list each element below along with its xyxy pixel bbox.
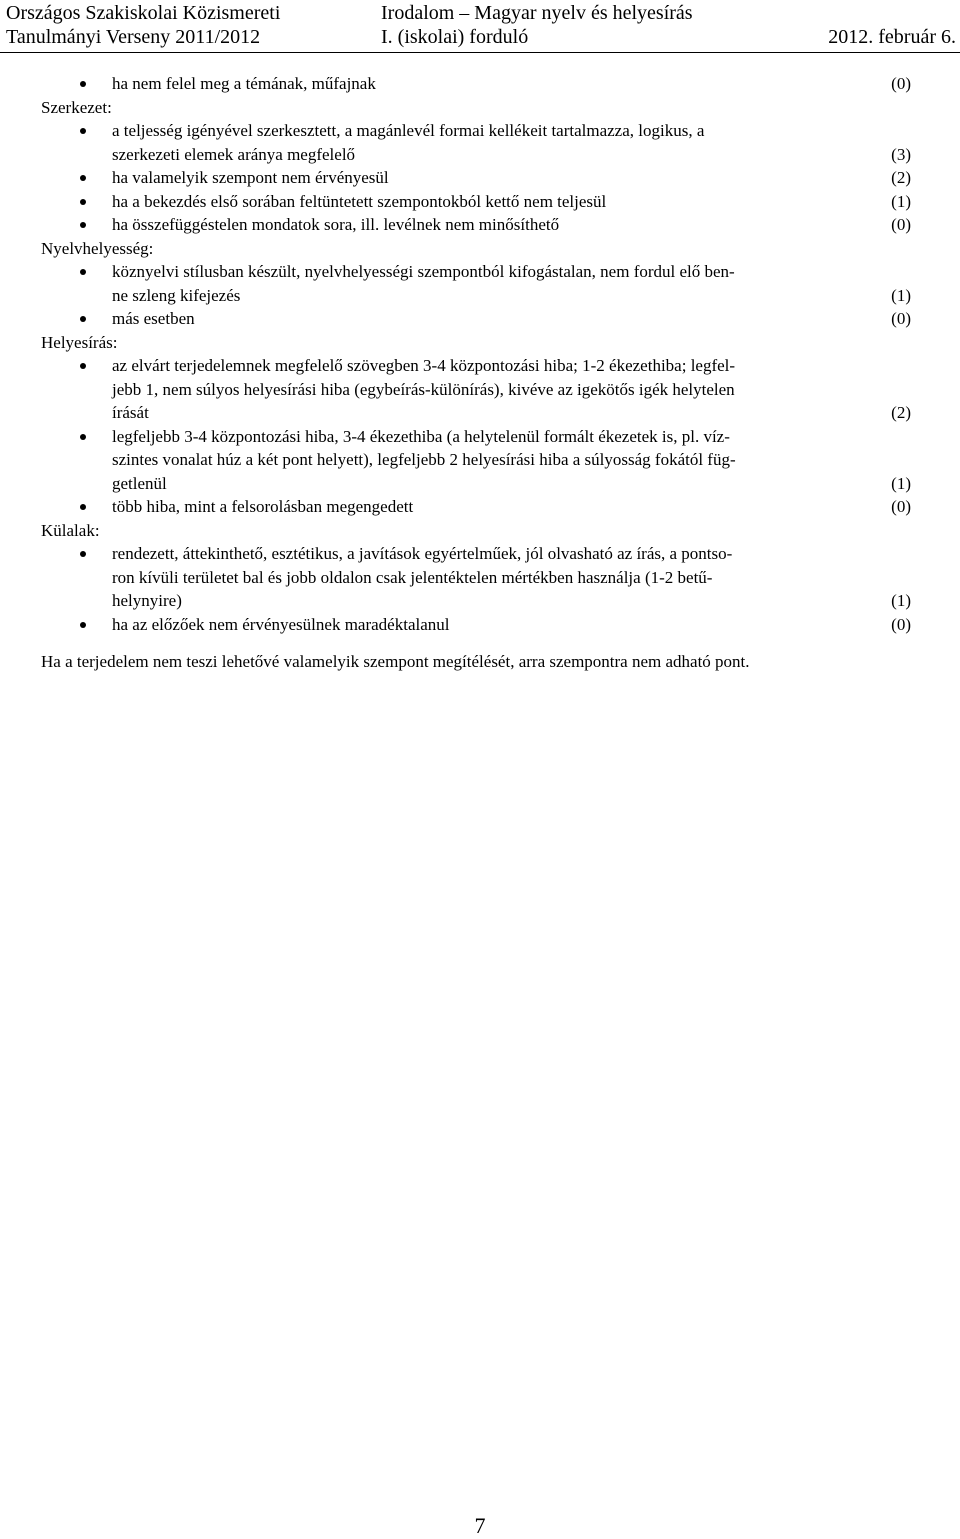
criterion-text: ha az előzőek nem érvényesülnek maradéktalanul [112, 614, 450, 634]
bullet-icon [80, 269, 86, 275]
header-round: I. (iskolai) forduló [381, 26, 529, 48]
criterion-line [41, 378, 911, 402]
criterion-line [41, 143, 911, 167]
criterion-text: ha a bekezdés első sorában feltüntetett szempontokból kettő nem teljesül [112, 191, 607, 211]
header-right-empty [828, 1, 956, 25]
criterion-text: ron kívüli területet bal és jobb oldalon csak jelentéktelen mértékben használja (1-2 betű- [112, 567, 713, 587]
header-competition-line1: Országos Szakiskolai Közismereti [6, 2, 281, 24]
criterion-text: szerkezeti elemek aránya megfelelő [112, 144, 356, 164]
criterion-points: (2) [891, 168, 911, 187]
bullet-icon [80, 128, 86, 134]
bullet-icon [80, 199, 86, 205]
criterion-text: rendezett, áttekinthető, esztétikus, a javítások egyértelműek, jól olvasható az írás, a pontso- [112, 544, 733, 563]
criterion-line [41, 119, 911, 143]
criterion-line [41, 495, 911, 519]
bullet-icon [80, 81, 86, 87]
criterion-line [41, 613, 911, 637]
section-heading: Nyelvhelyesség: [41, 238, 154, 258]
criterion-points: (0) [891, 215, 911, 234]
criterion-text: több hiba, mint a felsorolásban megengedett [112, 497, 414, 516]
criterion-points: (3) [891, 144, 911, 164]
criterion-points: (0) [891, 497, 911, 516]
criterion-line [41, 354, 911, 378]
criterion-points: (0) [891, 74, 911, 93]
bullet-icon [80, 222, 86, 228]
criterion-text: ha nem felel meg a témának, műfajnak [112, 74, 376, 93]
criterion-points: (1) [891, 285, 911, 305]
header-date: 2012. február 6. [828, 26, 956, 48]
section-heading: Helyesírás: [41, 332, 118, 352]
criterion-line [41, 566, 911, 590]
bullet-icon [80, 622, 86, 628]
criterion-line [41, 425, 911, 449]
page-header [0, 0, 960, 53]
criterion-text: jebb 1, nem súlyos helyesírási hiba (egybeírás-különírás), kivéve az igekötős igék helytelen [112, 379, 735, 399]
criterion-points: (2) [891, 403, 911, 422]
criterion-text: az elvárt terjedelemnek megfelelő szövegben 3-4 központozási hiba; 1-2 ékezethiba; legfel- [112, 356, 736, 375]
criterion-line [41, 542, 911, 566]
bullet-icon [80, 175, 86, 181]
criterion-line [41, 401, 911, 425]
criterion-text: ha valamelyik szempont nem érvényesül [112, 168, 389, 187]
header-competition [6, 1, 280, 49]
bullet-icon [80, 316, 86, 322]
header-subject-line1: Irodalom – Magyar nyelv és helyesírás [381, 2, 693, 24]
criterion-text: szintes vonalat húz a két pont helyett), legfeljebb 2 helyesírási hiba a súlyosság fokától füg- [112, 450, 736, 469]
criterion-line [41, 260, 911, 284]
criterion-line [41, 284, 911, 308]
criterion-line [41, 307, 911, 331]
bullet-icon [80, 363, 86, 369]
footer-note: Ha a terjedelem nem teszi lehetővé valamelyik szempont megítélését, arra szempontra nem adható pont. [41, 652, 750, 671]
criterion-line [41, 190, 911, 214]
header-subject [381, 1, 693, 49]
criterion-text: ne szleng kifejezés [112, 285, 241, 305]
criterion-text: helynyire) [112, 591, 182, 610]
criterion-line [41, 589, 911, 613]
criterion-line [41, 448, 911, 472]
section-heading: Szerkezet: [41, 97, 112, 117]
criterion-points: (1) [891, 591, 911, 610]
criterion-text: köznyelvi stílusban készült, nyelvhelyességi szempontból kifogástalan, nem fordul elő ben- [112, 262, 735, 281]
bullet-icon [80, 551, 86, 557]
criterion-points: (1) [891, 191, 911, 211]
header-date-block [828, 1, 956, 49]
criterion-line [41, 472, 911, 496]
criterion-text: ha összefüggéstelen mondatok sora, ill. levélnek nem minősíthető [112, 215, 560, 234]
section-heading: Külalak: [41, 520, 100, 540]
criterion-text: más esetben [112, 309, 195, 328]
criterion-text: a teljesség igényével szerkesztett, a magánlevél formai kellékeit tartalmazza, logikus, a [112, 121, 705, 140]
criterion-line [41, 166, 911, 190]
criterion-line [41, 72, 911, 96]
bullet-icon [80, 434, 86, 440]
header-competition-line2: Tanulmányi Verseny 2011/2012 [6, 26, 261, 48]
criterion-line [41, 213, 911, 237]
criterion-points: (1) [891, 473, 911, 493]
bullet-icon [80, 504, 86, 510]
criterion-points: (0) [891, 309, 911, 328]
criterion-text: írását [112, 403, 149, 422]
criterion-text: getlenül [112, 473, 167, 493]
page-number: 7 [474, 1513, 486, 1538]
criterion-points: (0) [891, 614, 911, 634]
criterion-text: legfeljebb 3-4 központozási hiba, 3-4 ékezethiba (a helytelenül formált ékezetek is, pl. víz- [112, 426, 730, 446]
scoring-criteria [41, 72, 911, 674]
